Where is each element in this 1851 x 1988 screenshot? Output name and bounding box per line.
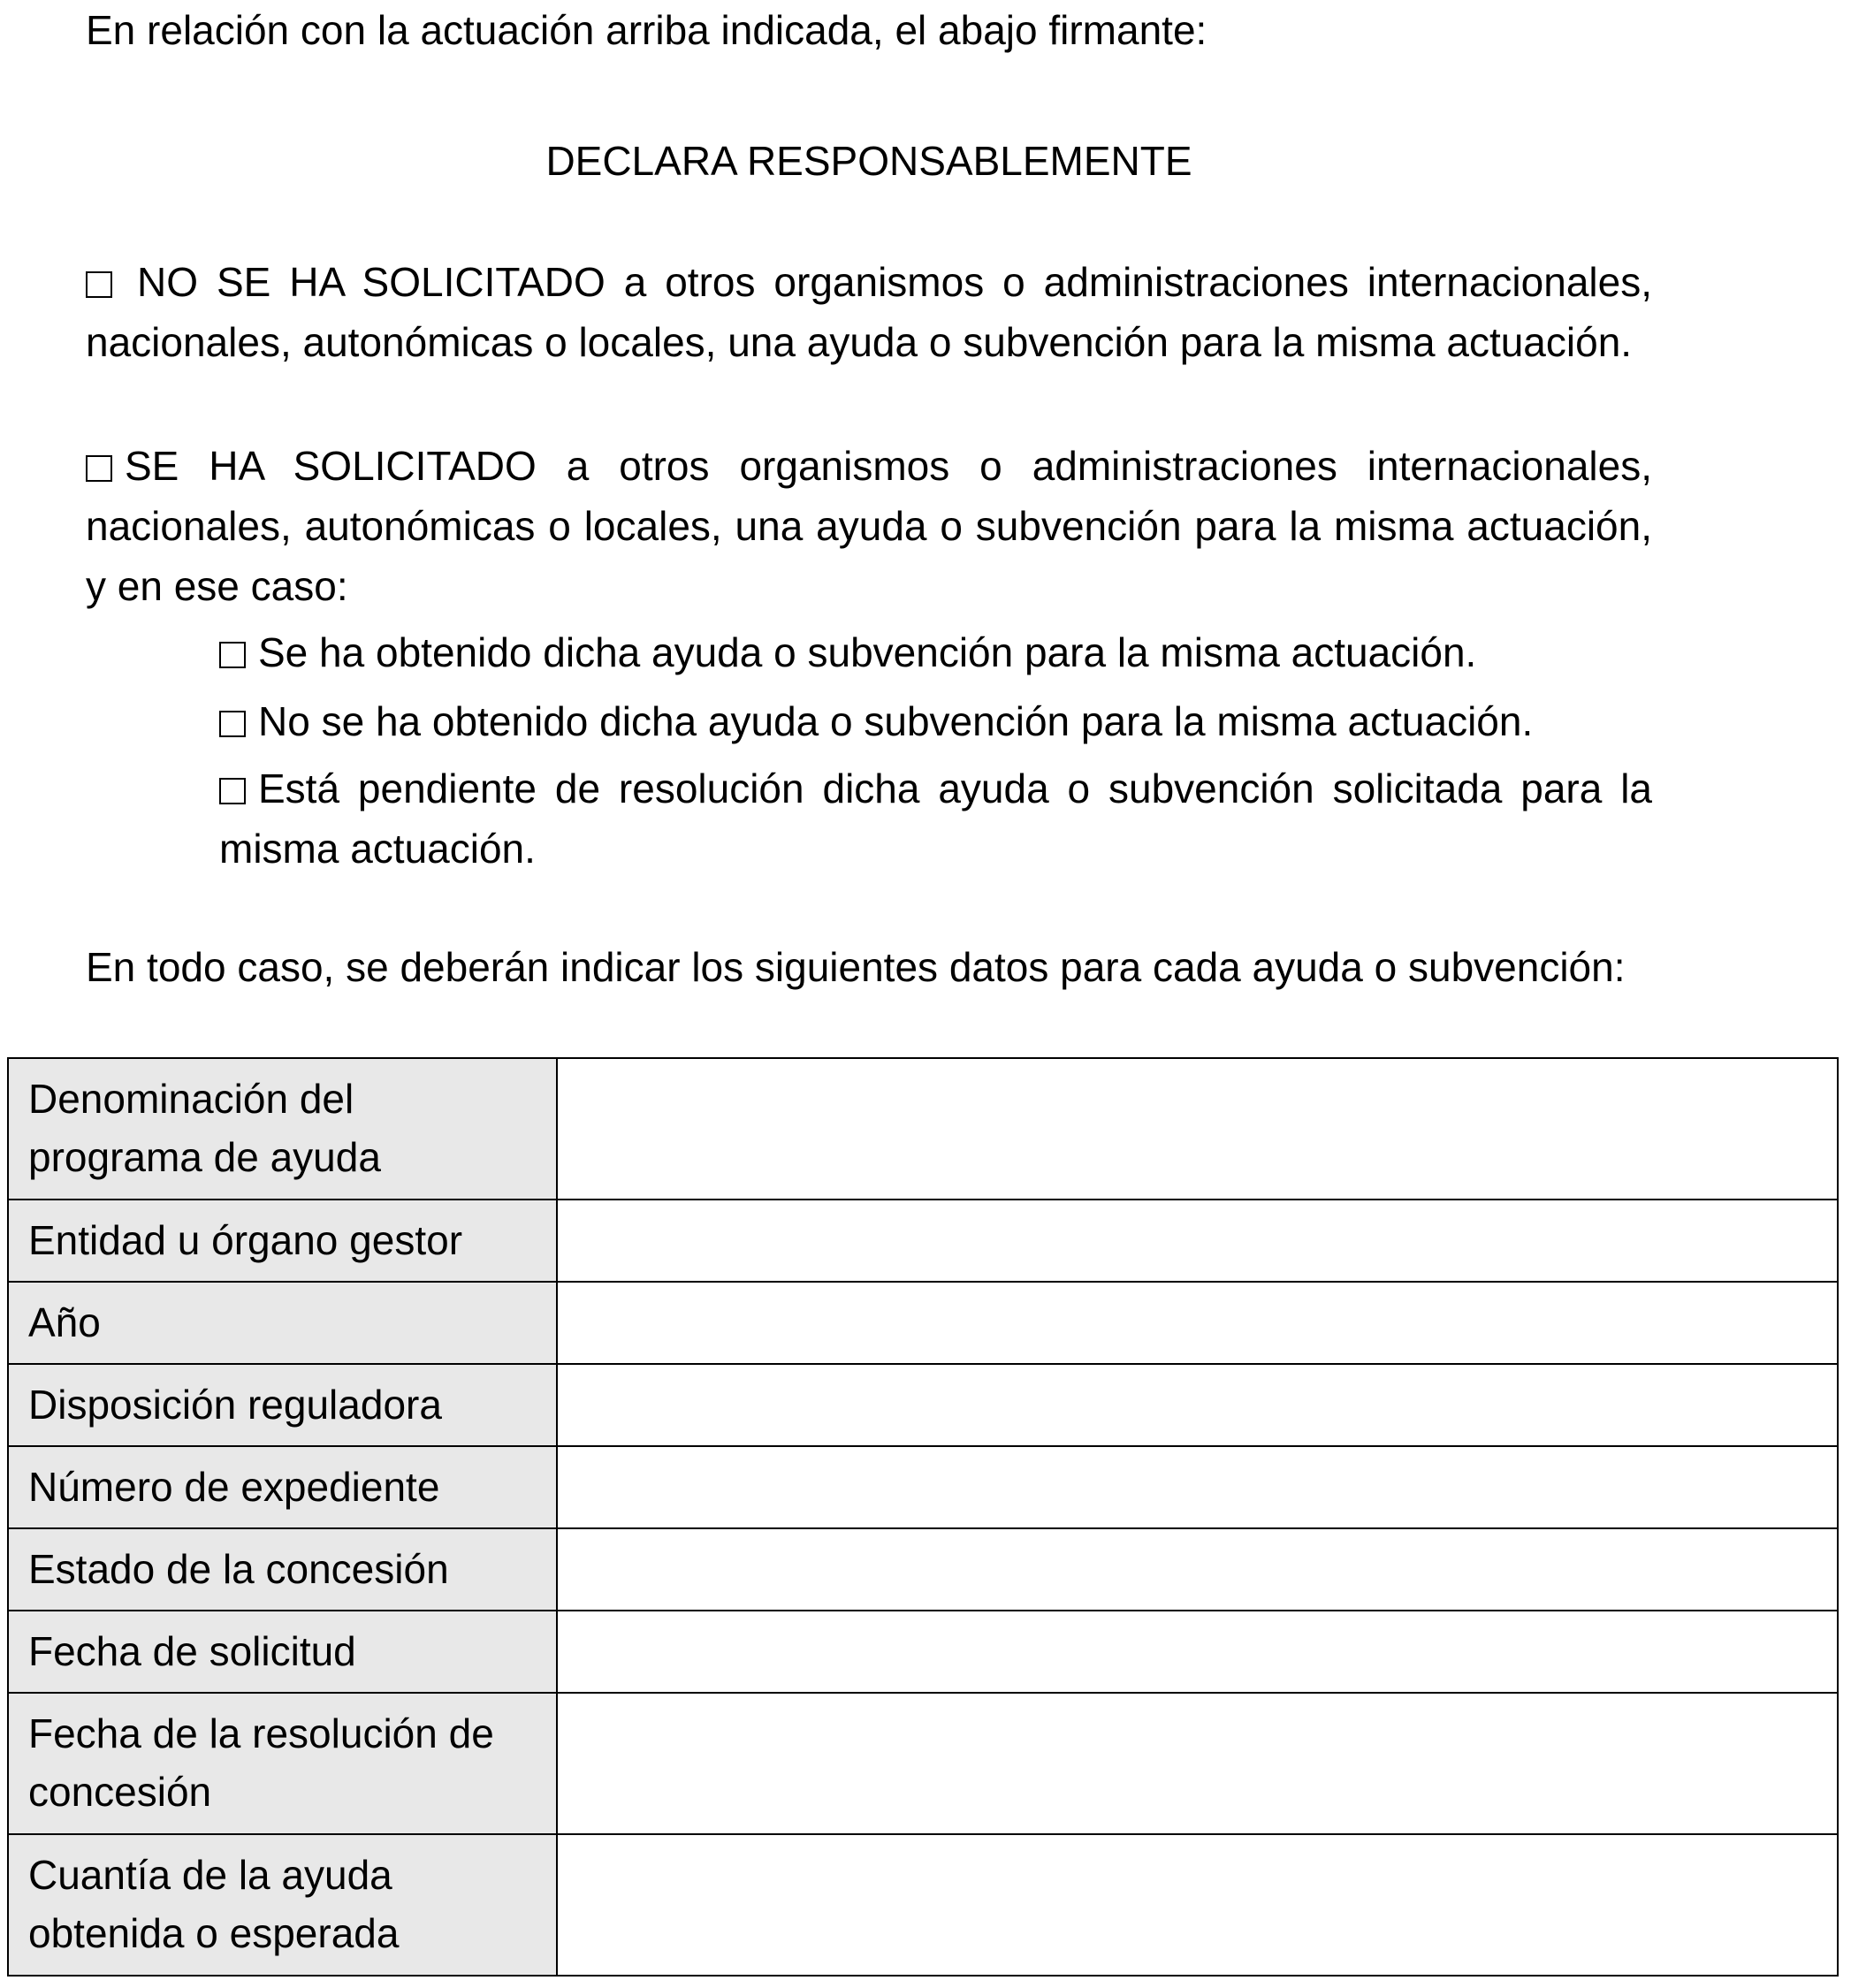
sub-option-pending	[219, 758, 1652, 879]
table-row	[8, 1446, 1838, 1528]
checkbox-pending[interactable]	[219, 778, 246, 804]
option-not-requested	[86, 252, 1652, 372]
option-not-requested-text: NO SE HA SOLICITADO a otros organismos o administraciones internacionales, nacionales, autonómicas o locales, una ayuda o subvención para la misma actuación.	[86, 259, 1652, 365]
sub-option-not-obtained	[219, 691, 1652, 751]
row-label: Estado de la concesión	[8, 1528, 557, 1611]
table-row	[8, 1058, 1838, 1200]
row-label: Disposición reguladora	[8, 1364, 557, 1446]
table-row	[8, 1611, 1838, 1693]
row-value-field[interactable]	[557, 1058, 1838, 1200]
table-row	[8, 1200, 1838, 1282]
table-row	[8, 1364, 1838, 1446]
row-label: Denominación del programa de ayuda	[8, 1058, 557, 1200]
row-value-field[interactable]	[557, 1200, 1838, 1282]
row-label: Fecha de solicitud	[8, 1611, 557, 1693]
row-value-field[interactable]	[557, 1446, 1838, 1528]
sub-option-not-obtained-text: No se ha obtenido dicha ayuda o subvención para la misma actuación.	[258, 698, 1534, 744]
row-value-field[interactable]	[557, 1611, 1838, 1693]
row-value-field[interactable]	[557, 1282, 1838, 1364]
row-value-field[interactable]	[557, 1834, 1838, 1976]
table-row	[8, 1693, 1838, 1834]
row-value-field[interactable]	[557, 1693, 1838, 1834]
table-row	[8, 1528, 1838, 1611]
table-row	[8, 1282, 1838, 1364]
option-requested	[86, 436, 1652, 616]
checkbox-obtained[interactable]	[219, 642, 246, 668]
aid-data-table	[7, 1057, 1839, 1977]
intro-text: En relación con la actuación arriba indicada, el abajo firmante:	[86, 7, 1207, 53]
sub-option-obtained-text: Se ha obtenido dicha ayuda o subvención para la misma actuación.	[258, 629, 1477, 675]
sub-option-pending-text: Está pendiente de resolución dicha ayuda o subvención solicitada para la misma actuación.	[219, 765, 1652, 872]
declaration-heading: DECLARA RESPONSABLEMENTE	[545, 138, 1192, 184]
row-label: Fecha de la resolución de concesión	[8, 1693, 557, 1834]
row-label: Año	[8, 1282, 557, 1364]
sub-option-obtained	[219, 622, 1652, 682]
table-row	[8, 1834, 1838, 1976]
row-value-field[interactable]	[557, 1528, 1838, 1611]
row-value-field[interactable]	[557, 1364, 1838, 1446]
row-label: Entidad u órgano gestor	[8, 1200, 557, 1282]
checkbox-not-obtained[interactable]	[219, 711, 246, 737]
checkbox-requested[interactable]	[86, 455, 112, 482]
closing-text: En todo caso, se deberán indicar los siguientes datos para cada ayuda o subvención:	[86, 944, 1626, 990]
row-label: Número de expediente	[8, 1446, 557, 1528]
row-label: Cuantía de la ayuda obtenida o esperada	[8, 1834, 557, 1976]
checkbox-not-requested[interactable]	[86, 271, 112, 298]
option-requested-text: SE HA SOLICITADO a otros organismos o administraciones internacionales, nacionales, autonómicas o locales, una ayuda o subvención para la misma actuación, y en ese caso:	[86, 443, 1652, 609]
